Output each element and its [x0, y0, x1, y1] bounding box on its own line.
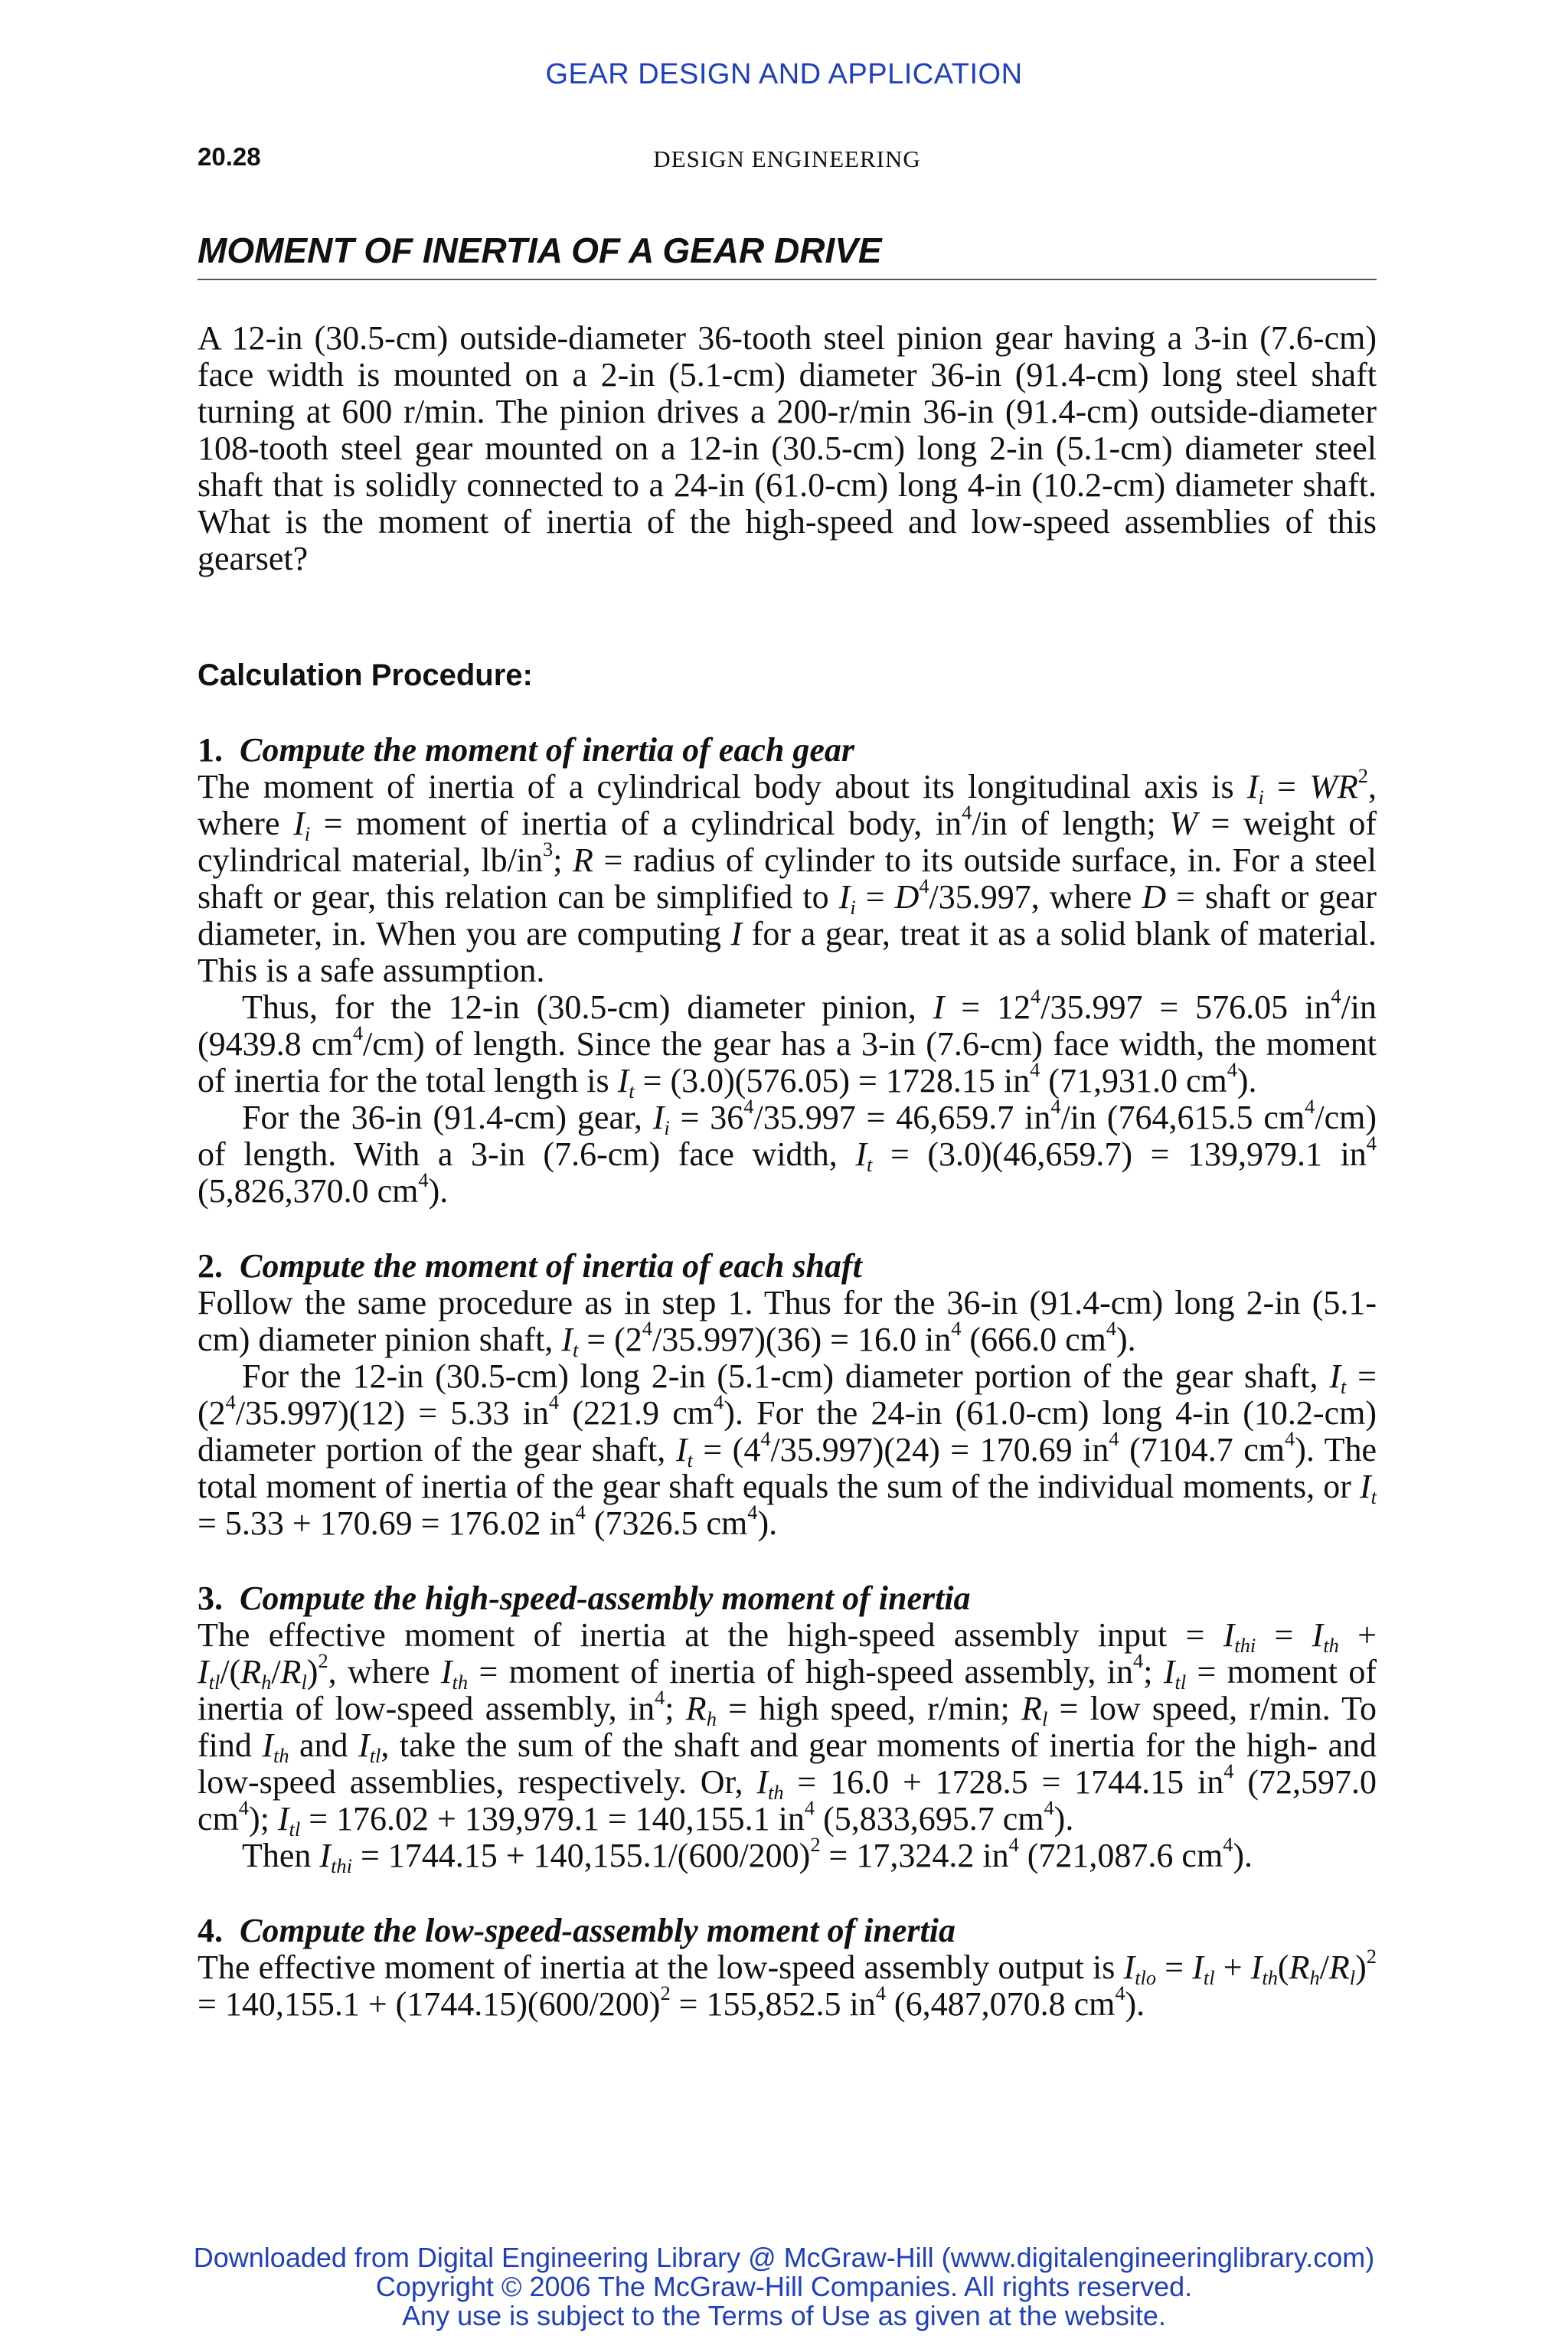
page-content	[198, 320, 1377, 2023]
step-1-paragraph-1: The moment of inertia of a cylindrical body about its longitudinal axis is $I_i = WR^2$, where $I_i$ = moment of inertia of a cylindrical body, $in^4/in$ of length; W = weight of cylindrical material, $lb/in^3$; R = radius of cylinder to its outside surface, in. For a steel shaft or gear, this relation can be simplified to $I_i = D^4/35.997$, where D = shaft or gear diameter, in. When you are computing I for a gear, treat it as a solid blank of material. This is a safe assumption.	[198, 764, 1377, 989]
title-rule	[198, 279, 1377, 280]
step-title: Compute the high-speed-assembly moment of inertia	[240, 1579, 971, 1617]
running-head	[198, 142, 1377, 176]
section-title: MOMENT OF INERTIA OF A GEAR DRIVE	[198, 230, 882, 270]
step-number: 4.	[198, 1912, 223, 1949]
procedure-heading: Calculation Procedure:	[198, 658, 533, 692]
step-2-heading	[198, 1248, 1377, 1285]
step-2-paragraph-1: Follow the same procedure as in step 1. Thus for the 36-in (91.4-cm) long 2-in (5.1-cm) diameter pinion shaft, $I_t = (2^4/35.997)(36) = 16.0$ $in^4$ (666.0 $cm^4$).	[198, 1284, 1377, 1361]
step-3-paragraph-2: Then $I_{thi} = 1744.15 + 140,155.1/(600/200)^2 = 17,324.2$ $in^4$ (721,087.6 $cm^4$).	[242, 1833, 1253, 1877]
page-number: 20.28	[198, 142, 261, 171]
step-title: Compute the low-speed-assembly moment of inertia	[240, 1912, 956, 1949]
step-1-paragraph-2: Thus, for the 12-in (30.5-cm) diameter pinion, $I = 12^4/35.997 = 576.05$ $in^4/in$ (9439.8 $cm^4/cm$) of length. Since the gear has a 3-in (7.6-cm) face width, the moment of inertia for the total length is $I_t = (3.0)(576.05) = 1728.15$ $in^4$ (71,931.0 $cm^4$).	[198, 985, 1377, 1102]
step-3-heading	[198, 1580, 1377, 1617]
footer-copyright-line: Copyright © 2006 The McGraw-Hill Companies. All rights reserved.	[375, 2271, 1193, 2302]
step-4-heading	[198, 1913, 1377, 1949]
problem-statement: A 12-in (30.5-cm) outside-diameter 36-tooth steel pinion gear having a 3-in (7.6-cm) face width is mounted on a 2-in (5.1-cm) diameter 36-in (91.4-cm) long steel shaft turning at 600 r/min. The pinion drives a 200-r/min 36-in (91.4-cm) outside-diameter 108-tooth steel gear mounted on a 12-in (30.5-cm) long 2-in (5.1-cm) diameter steel shaft that is solidly connected to a 24-in (61.0-cm) long 4-in (10.2-cm) diameter shaft. What is the moment of inertia of the high-speed and low-speed assemblies of this gearset?	[198, 319, 1377, 577]
step-2-paragraph-2: For the 12-in (30.5-cm) long 2-in (5.1-cm) diameter portion of the gear shaft, $I_t = (2^4/35.997)(12) = 5.33$ $in^4$ (221.9 $cm^4$). For the 24-in (61.0-cm) long 4-in (10.2-cm) diameter portion of the gear shaft, $I_t = (4^4/35.997)(24) = 170.69$ $in^4$ (7104.7 $cm^4$). The total moment of inertia of the gear shaft equals the sum of the individual moments, or $I_t = 5.33 + 170.69 = 176.02$ $in^4$ (7326.5 $cm^4$).	[198, 1357, 1377, 1542]
step-title: Compute the moment of inertia of each shaft	[240, 1247, 862, 1285]
step-1-paragraph-3: For the 36-in (91.4-cm) gear, $I_i = 36^4/35.997 = 46,659.7$ $in^4/in$ (764,615.5 $cm^4/cm$) of length. With a 3-in (7.6-cm) face width, $I_t = (3.0)(46,659.7) = 139,979.1$ $in^4$ (5,826,370.0 $cm^4$).	[198, 1095, 1377, 1210]
step-1-heading	[198, 732, 1377, 769]
step-number: 3.	[198, 1579, 223, 1617]
step-3-paragraph-1: The effective moment of inertia at the high-speed assembly input = $I_{thi} = I_{th} + I_{tl}/(R_h/R_l)^2$, where $I_{th}$ = moment of inertia of high-speed assembly, $in^4$; $I_{tl}$ = moment of inertia of low-speed assembly, $in^4$; $R_h$ = high speed, r/min; $R_l$ = low speed, r/min. To find $I_{th}$ and $I_{tl}$, take the sum of the shaft and gear moments of inertia for the high- and low-speed assemblies, respectively. Or, $I_{th} = 16.0 + 1728.5 = 1744.15$ $in^4$ (72,597.0 $cm^4$); $I_{tl} = 176.02 + 139,979.1 = 140,155.1$ $in^4$ (5,833,695.7 $cm^4$).	[198, 1616, 1377, 1841]
step-title: Compute the moment of inertia of each gear	[240, 731, 854, 769]
step-4-paragraph-1: The effective moment of inertia at the low-speed assembly output is $I_{tlo} = I_{tl} + I_{th}(R_h/R_l)^2 = 140,155.1 + (1744.15)(600/200)^2 = 155,852.5$ $in^4$ (6,487,070.8 $cm^4$).	[198, 1945, 1377, 2023]
step-number: 2.	[198, 1247, 223, 1285]
banner-title: GEAR DESIGN AND APPLICATION	[545, 58, 1023, 90]
footer-download-line[interactable]: Downloaded from Digital Engineering Library @ McGraw-Hill (www.digitalengineeringlibrary.com)	[193, 2242, 1375, 2273]
running-title: DESIGN ENGINEERING	[653, 145, 921, 172]
footer-notice	[0, 2243, 1568, 2331]
step-number: 1.	[198, 731, 223, 769]
footer-terms-line: Any use is subject to the Terms of Use as given at the website.	[402, 2300, 1166, 2331]
